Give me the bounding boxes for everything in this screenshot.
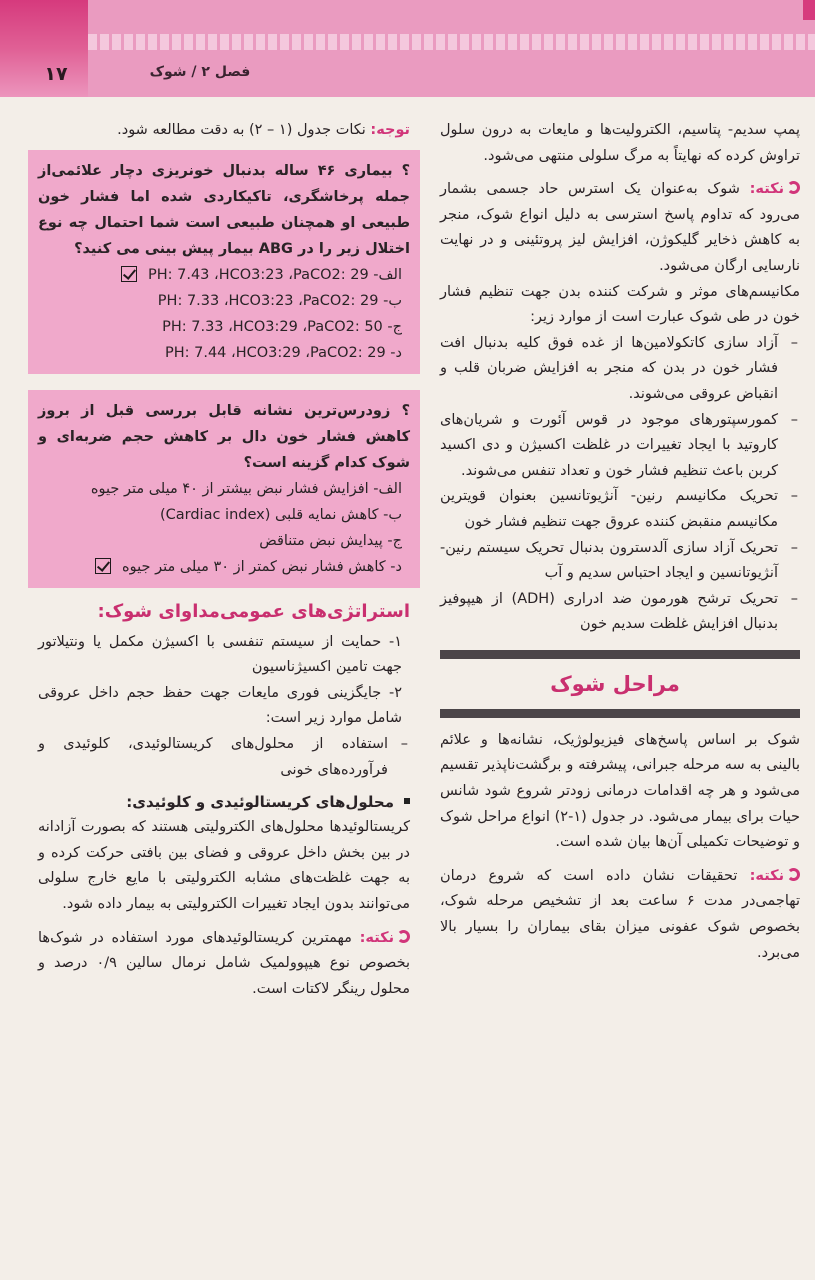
correct-answer-check-icon: [121, 266, 137, 282]
note-text: تحقیقات نشان داده است که شروع درمان تهاجمی‌در مدت ۶ ساعت بعد از تشخیص مرحله شوک، بخصوص شوک عفونی میزان بقای بیماران را بسیار بالا می‌برد.: [440, 867, 800, 961]
strategy-list: [38, 630, 410, 732]
note-shock-stress: [440, 177, 800, 279]
mechanisms-intro: مکانیسم‌های موثر و شرکت کننده بدن جهت تنظیم فشار خون در طی شوک عبارت است از موارد زیر:: [440, 283, 800, 326]
note-crystalloids: [38, 926, 410, 1003]
sub-heading-text: محلول‌های کریستالوئیدی و کلوئیدی:: [126, 793, 394, 812]
stages-paragraph: شوک بر اساس پاسخ‌های فیزیولوژیک، نشانه‌ها و علائم بالینی به سه مرحله جبرانی، پیشرفته و برگشت‌ناپذیر تقسیم می‌شود و هر چه اقدامات درمانی زودتر شروع شود شانس حیات برای بیمار می‌شود. در جدول (۱-۲) انواع مراحل شوک و توضیحات تکمیلی آن‌ها بیان شده است.: [440, 731, 801, 851]
quiz-option: [38, 288, 410, 314]
correct-answer-check-icon: [95, 558, 111, 574]
note-icon: [787, 868, 800, 881]
quiz-question: ؟ بیماری ۴۶ ساله بدنبال خونریزی دچار علائمی‌از جمله پرخاشگری، تاکیکاردی شده اما فشار خون طبیعی او همچنان طبیعی است شما احتمال چه نوع اختلال زیر را در ABG بیمار پیش بینی می کنید؟: [38, 162, 410, 257]
section-heading-box: [440, 650, 800, 718]
page-number: ۱۷: [44, 63, 68, 85]
quiz-option: [38, 554, 410, 580]
note-text: مهمترین کریستالوئیدهای مورد استفاده در شوک‌ها بخصوص نوع هیپوولمیک شامل نرمال سالین ۰/۹ درصد و محلول رینگر لاکتات است.: [38, 929, 410, 997]
strategy-heading: استراتژی‌های عمومی‌مداوای شوک:: [97, 600, 410, 622]
right-column: [440, 118, 800, 966]
attention-line: [38, 118, 410, 144]
option-text: PH: 7.44 ،HCO3:29 ،PaCO2: 29: [164, 344, 386, 361]
list-item: – آزاد سازی کاتکولامین‌ها از غده فوق کلیه بدنبال افت فشار خون در بدن که منجر به افزایش ضربان قلب و انقباض عروقی می‌شوند.: [440, 331, 800, 408]
option-prefix: د-: [390, 344, 402, 361]
quiz-option: [38, 262, 410, 288]
quiz-option: ب- کاهش نمایه قلبی (Cardiac index): [159, 506, 402, 523]
quiz-box-shock-sign: [28, 390, 420, 588]
note-label: نکته:: [749, 867, 785, 884]
heading-rule: [440, 650, 800, 659]
mechanisms-list: [440, 331, 800, 638]
option-text: PH: 7.33 ،HCO3:23 ،PaCO2: 29: [157, 292, 379, 309]
left-column: [38, 118, 410, 1002]
option-prefix: الف-: [373, 266, 402, 283]
fluid-sublist: [38, 732, 410, 783]
list-item: ۲- جایگزینی فوری مایعات جهت حفظ حجم داخل عروقی شامل موارد زیر است:: [38, 684, 402, 727]
attention-label: توجه:: [370, 122, 410, 138]
option-prefix: ج-: [387, 318, 402, 335]
corner-tab: [803, 0, 815, 20]
note-label: نکته:: [359, 929, 395, 946]
quiz-question: ؟ زودرس‌ترین نشانه قابل بررسی قبل از بروز کاهش فشار خون دال بر کاهش حجم ضربه‌ای و شوک کدام گزینه است؟: [38, 402, 410, 471]
bullet-icon: [404, 798, 410, 804]
list-item: – تحریک آزاد سازی آلدسترون بدنبال تحریک سیستم رنین- آنژیوتانسین و ایجاد احتباس سدیم و آب: [440, 536, 800, 587]
attention-text: نکات جدول (۱ – ۲) به دقت مطالعه شود.: [117, 122, 366, 138]
option-prefix: ب-: [383, 292, 402, 309]
list-item: – تحریک ترشح هورمون ضد ادراری (ADH) از هیپوفیز بدنبال افزایش غلظت سدیم خون: [440, 587, 800, 638]
quiz-option: الف- افزایش فشار نبض بیشتر از ۴۰ میلی متر جیوه: [90, 480, 402, 497]
list-item: – کمورسپتورهای موجود در قوس آئورت و شریان‌های کاروتید با ایجاد تغییرات در غلظت اکسیژن و دی اکسید کربن باعث تنظیم فشار خون و تعداد تنفس می‌شوند.: [440, 408, 800, 485]
quiz-option: [38, 340, 410, 366]
quiz-option: [38, 314, 410, 340]
intro-paragraph: پمپ سدیم- پتاسیم، الکترولیت‌ها و مایعات به درون سلول تراوش کرده که نهایتاً به مرگ سلولی منتهی می‌شود.: [440, 122, 800, 164]
option-text: PH: 7.33 ،HCO3:29 ،PaCO2: 50: [162, 318, 383, 335]
list-item: – تحریک مکانیسم رنین- آنژیوتانسین بعنوان قویترین مکانیسم منقبض کننده عروق جهت تنظیم فشار خون: [440, 484, 800, 535]
heading-rule: [440, 709, 800, 718]
note-early-treatment: [440, 864, 800, 966]
note-icon: [787, 181, 800, 194]
note-label: نکته:: [749, 181, 785, 198]
quiz-option: ج- پیدایش نبض متناقض: [259, 532, 402, 549]
chapter-title: فصل ۲ / شوک: [149, 64, 251, 80]
sub-heading: [38, 789, 410, 815]
crystalloid-paragraph: کریستالوئیدها محلول‌های الکترولیتی هستند که بصورت آزادانه در بین بخش داخل عروقی و فضای بین بافتی حرکت کرده و به جهت غلظت‌های مشابه الکترولیتی با مایع خارج سلولی می‌توانند بدون ایجاد تغییرات الکترولیتی به بیمار داده شود.: [38, 819, 410, 912]
note-text: شوک به‌عنوان یک استرس حاد جسمی بشمار می‌رود که تداوم پاسخ استرسی به دلیل انواع شوک، منجر به کاهش ذخایر گلیکوژن، افزایش لیز پروتئینی و در نهایت نارسایی ارگان می‌شود.: [440, 181, 800, 274]
list-item: ۱- حمایت از سیستم تنفسی با اکسیژن مکمل یا ونتیلاتور جهت تامین اکسیژناسیون: [38, 633, 402, 676]
note-icon: [397, 930, 410, 943]
quiz-box-abg: [28, 150, 420, 374]
option-text: PH: 7.43 ،HCO3:23 ،PaCO2: 29: [147, 266, 369, 283]
option-text: د- کاهش فشار نبض کمتر از ۳۰ میلی متر جیوه: [122, 558, 402, 575]
decorative-pattern: [88, 34, 815, 50]
section-title: مراحل شوک: [540, 659, 690, 709]
list-item: – استفاده از محلول‌های کریستالوئیدی، کلوئیدی و فرآورده‌های خونی: [38, 732, 410, 783]
